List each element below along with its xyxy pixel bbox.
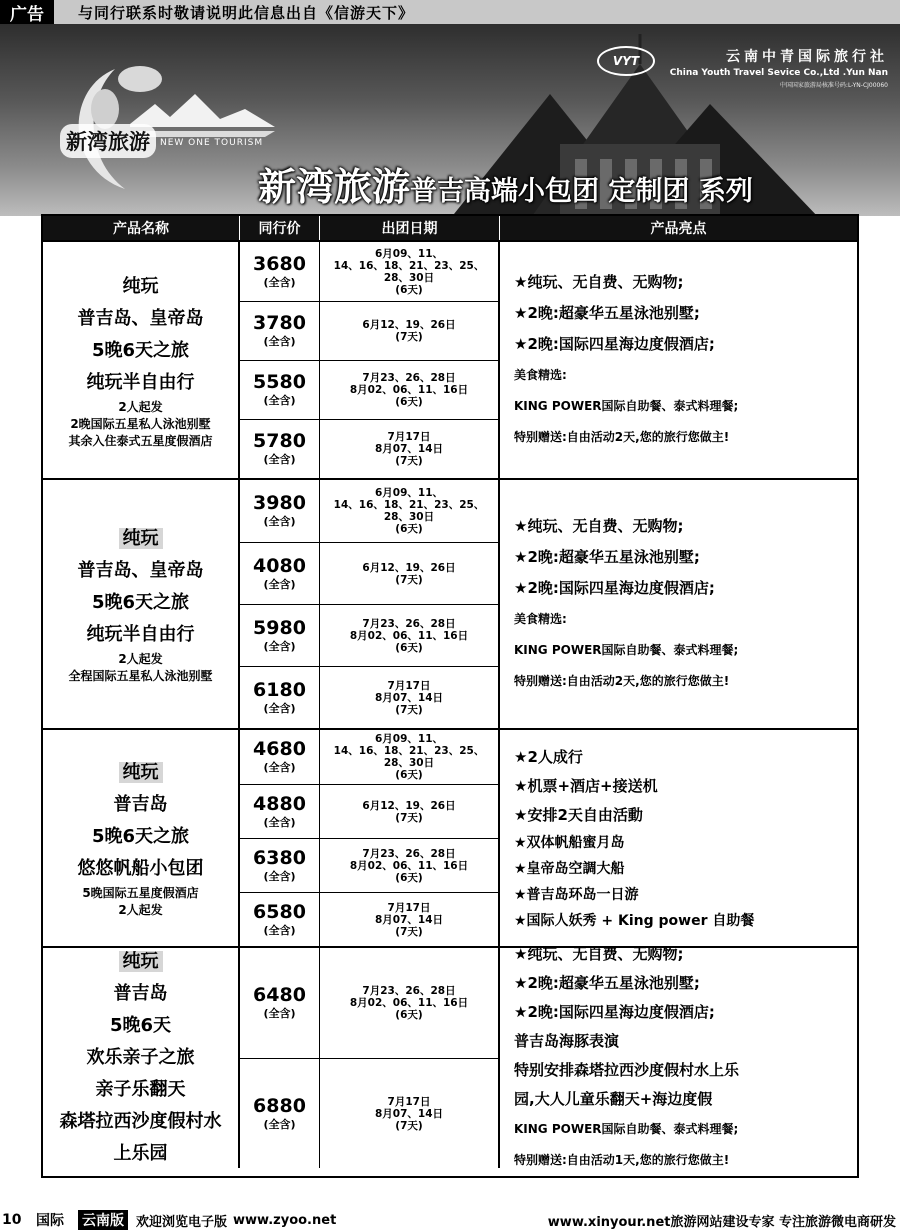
highlight-line: ★2人成行 (514, 747, 583, 766)
dates-cell (320, 361, 500, 419)
dates-cell (320, 302, 500, 360)
highlight-line: ★纯玩、无自费、无购物; (514, 945, 684, 963)
highlight-line: 美食精选: (514, 612, 567, 626)
header-highlights: 产品亮点 (650, 221, 707, 237)
date-line: (6天) (395, 1009, 423, 1021)
highlight-line: KING POWER国际自助餐、泰式料理餐; (514, 1122, 739, 1136)
product-name-row (114, 1138, 168, 1170)
product-name-row (118, 902, 162, 919)
price-value: 3980 (253, 492, 306, 514)
price-cell (240, 893, 320, 946)
vyt-logo: VYT (597, 46, 655, 76)
price-note: (全含) (263, 515, 296, 528)
table-row (240, 604, 500, 666)
price-value: 6580 (253, 900, 306, 923)
date-line: (7天) (395, 455, 423, 467)
table-row (240, 419, 500, 478)
headline-series: 普吉高端小包团 定制团 系列 (410, 176, 753, 207)
product-group (43, 728, 857, 946)
highlights-cell (500, 242, 857, 478)
product-name-row (114, 789, 168, 821)
date-line: 6月09、11、 (374, 733, 444, 745)
table-row (240, 360, 500, 419)
dates-cell (320, 1059, 500, 1168)
highlights-cell (500, 730, 857, 946)
highlight-line: ★2晚:国际四星海边度假酒店; (514, 335, 715, 353)
product-name-line: 普吉岛 (113, 794, 168, 815)
price-value: 5980 (253, 616, 306, 639)
highlight-line: ★2晚:国际四星海边度假酒店; (514, 1003, 715, 1021)
product-name-line: 5晚国际五星度假酒店 (82, 886, 199, 900)
price-value: 6380 (253, 846, 306, 869)
highlight-line: ★普吉岛环岛一日游 (514, 886, 639, 903)
price-cell (240, 839, 320, 892)
price-note: (全含) (263, 815, 296, 829)
date-line: 7月17日 (387, 901, 431, 914)
product-name (43, 480, 240, 728)
date-line: (6天) (395, 871, 423, 884)
product-name-line: 悠悠帆船小包团 (77, 858, 204, 879)
price-cell (240, 242, 320, 301)
table-row (240, 1058, 500, 1168)
headline-brand: 新湾旅游 (258, 165, 411, 209)
date-line: 7月17日 (387, 1095, 431, 1108)
footer-slogan: www.xinyour.net旅游网站建设专家 专注旅游微电商研发 (547, 1214, 896, 1230)
product-name-line: 森塔拉西沙度假村水 (59, 1111, 222, 1132)
table-row (240, 948, 500, 1058)
price-note: (全含) (263, 335, 296, 348)
price-note: (全含) (263, 701, 296, 715)
product-name-row (123, 271, 159, 303)
date-line: (7天) (395, 1119, 423, 1132)
highlight-line: 特别赠送:自由活动2天,您的旅行您做主! (514, 430, 730, 444)
date-line: (6天) (395, 396, 423, 408)
date-line: 6月12、19、26日 (362, 319, 456, 331)
product-table (41, 214, 859, 1178)
date-line: 14、16、18、21、23、25、 (333, 745, 485, 757)
product-name-line: 2人起发 (118, 652, 163, 666)
product-name-line: 纯玩 (119, 762, 163, 783)
header-dates: 出团日期 (320, 216, 500, 240)
product-group (43, 946, 857, 1168)
highlight-line: ★2晚:国际四星海边度假酒店; (514, 579, 715, 597)
date-line: 6月09、11、 (374, 487, 444, 499)
highlight-line: ★安排2天自由活動 (514, 805, 643, 824)
product-name-row (87, 367, 195, 399)
product-name-row (92, 587, 189, 619)
product-name-row (68, 668, 212, 685)
price-cell (240, 605, 320, 666)
date-line: 7月23、26、28日 (362, 617, 456, 630)
edition-badge: 云南版 (78, 1210, 128, 1230)
date-line: 7月17日 (387, 679, 431, 692)
product-name-row (82, 885, 198, 902)
price-cell (240, 302, 320, 360)
site-url[interactable]: www.zyoo.net (233, 1212, 337, 1228)
table-row (240, 730, 500, 784)
product-name-row (78, 555, 204, 587)
product-name-row (96, 1074, 186, 1106)
product-name-line: 全程国际五星私人泳池别墅 (68, 669, 213, 683)
date-line: 8月02、06、11、16日 (349, 629, 469, 642)
date-line: 6月12、19、26日 (362, 561, 456, 574)
table-row (240, 784, 500, 838)
highlight-line: 美食精选: (514, 368, 567, 382)
product-name-line: 5晚6天之旅 (91, 592, 190, 613)
table-row (240, 301, 500, 360)
date-line: 8月07、14日 (374, 443, 444, 455)
date-line: (7天) (395, 703, 423, 716)
product-name-line: 5晚6天之旅 (91, 826, 190, 847)
product-name-row (114, 978, 168, 1010)
product-name-line: 其余入住泰式五星度假酒店 (68, 433, 213, 448)
price-value: 6880 (253, 1094, 306, 1117)
table-body (43, 240, 857, 1168)
product-name-line: 亲子乐翻天 (95, 1079, 186, 1100)
dates-cell (320, 480, 500, 542)
highlight-line: 特别赠送:自由活动2天,您的旅行您做主! (514, 674, 730, 688)
price-value: 3780 (253, 312, 306, 334)
ad-strip (0, 0, 900, 24)
date-line: 28、30日 (383, 511, 435, 523)
dates-cell (320, 605, 500, 666)
company-name-cn: 云南中青国际旅行社 (726, 49, 888, 65)
headline (258, 156, 753, 211)
price-rows (240, 242, 500, 478)
product-name-line: 纯玩 (122, 275, 159, 297)
product-name-line: 2人起发 (118, 399, 163, 414)
product-name-line: 上乐园 (113, 1143, 168, 1164)
highlight-line: ★2晚:超豪华五星泳池别墅; (514, 548, 700, 566)
price-cell (240, 785, 320, 838)
product-name-line: 普吉岛 (113, 983, 168, 1004)
product-name-row (119, 523, 163, 555)
date-line: 8月02、06、11、16日 (349, 384, 469, 396)
highlight-line: ★皇帝岛空調大船 (514, 860, 625, 877)
price-note: (全含) (263, 761, 296, 774)
price-rows (240, 730, 500, 946)
date-line: (6天) (395, 523, 423, 535)
table-row (240, 666, 500, 728)
product-name-row (87, 1042, 195, 1074)
dates-cell (320, 420, 500, 478)
price-note: (全含) (263, 869, 296, 883)
dates-cell (320, 730, 500, 784)
dates-cell (320, 667, 500, 728)
dates-cell (320, 893, 500, 946)
header-banner (0, 24, 900, 216)
date-line: (7天) (395, 573, 423, 586)
highlight-line: ★纯玩、无自费、无购物; (514, 517, 684, 535)
price-note: (全含) (263, 275, 296, 289)
highlight-line: ★2晚:超豪华五星泳池别墅; (514, 304, 700, 322)
product-name-row (68, 433, 212, 450)
highlight-line: 园,大人儿童乐翻天+海边度假 (514, 1090, 713, 1108)
product-name-row (78, 303, 204, 335)
date-line: 14、16、18、21、23、25、 (333, 259, 485, 272)
product-name-row (70, 416, 210, 433)
date-line: 8月07、14日 (374, 1107, 444, 1120)
price-value: 6480 (253, 984, 306, 1006)
highlight-line: KING POWER国际自助餐、泰式料理餐; (514, 643, 739, 657)
highlight-line: ★纯玩、无自费、无购物; (514, 273, 684, 291)
product-name-row (87, 619, 195, 651)
table-row (240, 242, 500, 301)
date-line: 8月07、14日 (374, 691, 444, 704)
price-value: 5780 (253, 430, 306, 452)
price-cell (240, 667, 320, 728)
price-value: 4680 (253, 738, 306, 760)
price-value: 5580 (253, 371, 306, 393)
date-line: 6月12、19、26日 (362, 799, 456, 812)
highlight-line: 普吉岛海豚表演 (514, 1032, 620, 1050)
price-value: 4080 (253, 554, 306, 577)
date-line: 8月02、06、11、16日 (349, 859, 469, 872)
highlight-line: KING POWER国际自助餐、泰式料理餐; (514, 399, 739, 413)
price-cell (240, 480, 320, 542)
product-name-line: 普吉岛、皇帝岛 (77, 307, 204, 329)
date-line: 7月23、26、28日 (362, 985, 456, 997)
product-name-row (118, 399, 162, 416)
price-note: (全含) (263, 394, 296, 407)
price-cell (240, 730, 320, 784)
date-line: (7天) (395, 331, 423, 343)
highlight-line: ★国际人妖秀 + King power 自助餐 (514, 912, 755, 929)
highlight-line: ★机票+酒店+接送机 (514, 776, 658, 795)
highlight-line: 特别赠送:自由活动1天,您的旅行您做主! (514, 1153, 730, 1167)
price-cell (240, 420, 320, 478)
product-name (43, 242, 240, 478)
date-line: 7月23、26、28日 (362, 372, 456, 384)
date-line: 8月07、14日 (374, 913, 444, 926)
table-row (240, 892, 500, 946)
company-info (670, 46, 888, 89)
highlights-cell (500, 480, 857, 728)
date-line: 28、30日 (383, 271, 435, 284)
table-header (43, 216, 857, 240)
company-license: 中国国家旅游局核准号码:L-YN-CJ00060 (779, 82, 888, 89)
date-line: 14、16、18、21、23、25、 (333, 499, 485, 511)
product-group (43, 240, 857, 478)
price-note: (全含) (263, 639, 296, 653)
price-cell (240, 543, 320, 604)
date-line: 28、30日 (383, 757, 435, 769)
product-name-line: 2晚国际五星私人泳池别墅 (70, 416, 211, 431)
price-value: 4880 (253, 792, 306, 815)
dates-cell (320, 948, 500, 1058)
price-rows (240, 480, 500, 728)
highlights-cell (500, 945, 857, 1168)
product-name-line: 普吉岛、皇帝岛 (77, 560, 204, 581)
ad-notice: 与同行联系时敬请说明此信息出自《信游天下》 (54, 0, 900, 24)
product-name (43, 948, 240, 1168)
date-line: 6月09、11、 (374, 247, 444, 260)
price-cell (240, 948, 320, 1058)
section-name: 国际 (36, 1213, 64, 1229)
price-value: 3680 (253, 252, 306, 275)
ad-tag: 广告 (0, 0, 54, 24)
price-note: (全含) (263, 923, 296, 937)
product-name-line: 纯玩 (119, 951, 163, 972)
highlight-line: ★双体帆船蜜月岛 (514, 834, 625, 851)
product-name-line: 纯玩半自由行 (86, 624, 195, 645)
brand-logo-text: 新湾旅游 (60, 124, 156, 158)
product-group (43, 478, 857, 728)
date-line: (7天) (395, 925, 423, 938)
product-name-row (119, 757, 163, 789)
welcome-text: 欢迎浏览电子版 (136, 1214, 228, 1230)
product-name-line: 5晚6天 (109, 1015, 172, 1036)
product-name-line: 欢乐亲子之旅 (86, 1047, 195, 1068)
date-line: 7月17日 (387, 431, 431, 443)
date-line: (7天) (395, 811, 423, 824)
price-rows (240, 948, 500, 1168)
product-name-row (119, 946, 163, 978)
company-name-en: China Youth Travel Sevice Co.,Ltd .Yun Nan (669, 68, 888, 78)
product-name-row (60, 1106, 222, 1138)
dates-cell (320, 785, 500, 838)
price-cell (240, 361, 320, 419)
product-name-line: 纯玩 (119, 528, 163, 549)
product-name-line: 2人起发 (118, 903, 163, 917)
highlight-line: ★2晚:超豪华五星泳池别墅; (514, 974, 700, 992)
highlight-line: 特别安排森塔拉西沙度假村水上乐 (514, 1061, 740, 1079)
product-name-line: 纯玩半自由行 (86, 371, 195, 393)
dates-cell (320, 242, 500, 301)
product-name-row (92, 821, 189, 853)
date-line: (6天) (395, 283, 423, 296)
header-price: 同行价 (240, 216, 320, 240)
product-name (43, 730, 240, 946)
dates-cell (320, 839, 500, 892)
product-name-row (118, 651, 162, 668)
brand-logo-english: NEW ONE TOURISM (160, 138, 264, 148)
page-number: 10 (2, 1212, 22, 1228)
price-value: 6180 (253, 678, 306, 701)
table-row (240, 480, 500, 542)
price-note: (全含) (263, 577, 296, 591)
date-line: (6天) (395, 641, 423, 654)
product-name-row (92, 335, 189, 367)
header-product-name: 产品名称 (43, 216, 240, 240)
date-line: 7月23、26、28日 (362, 847, 456, 860)
date-line: 8月02、06、11、16日 (349, 997, 469, 1009)
date-line: (6天) (395, 769, 423, 781)
product-name-line: 5晚6天之旅 (91, 339, 190, 361)
product-name-row (78, 853, 204, 885)
page-footer (0, 1210, 900, 1230)
product-name-row (110, 1010, 171, 1042)
table-row (240, 542, 500, 604)
price-cell (240, 1059, 320, 1168)
table-row (240, 838, 500, 892)
price-note: (全含) (263, 453, 296, 466)
price-note: (全含) (263, 1007, 296, 1020)
price-note: (全含) (263, 1117, 296, 1131)
dates-cell (320, 543, 500, 604)
